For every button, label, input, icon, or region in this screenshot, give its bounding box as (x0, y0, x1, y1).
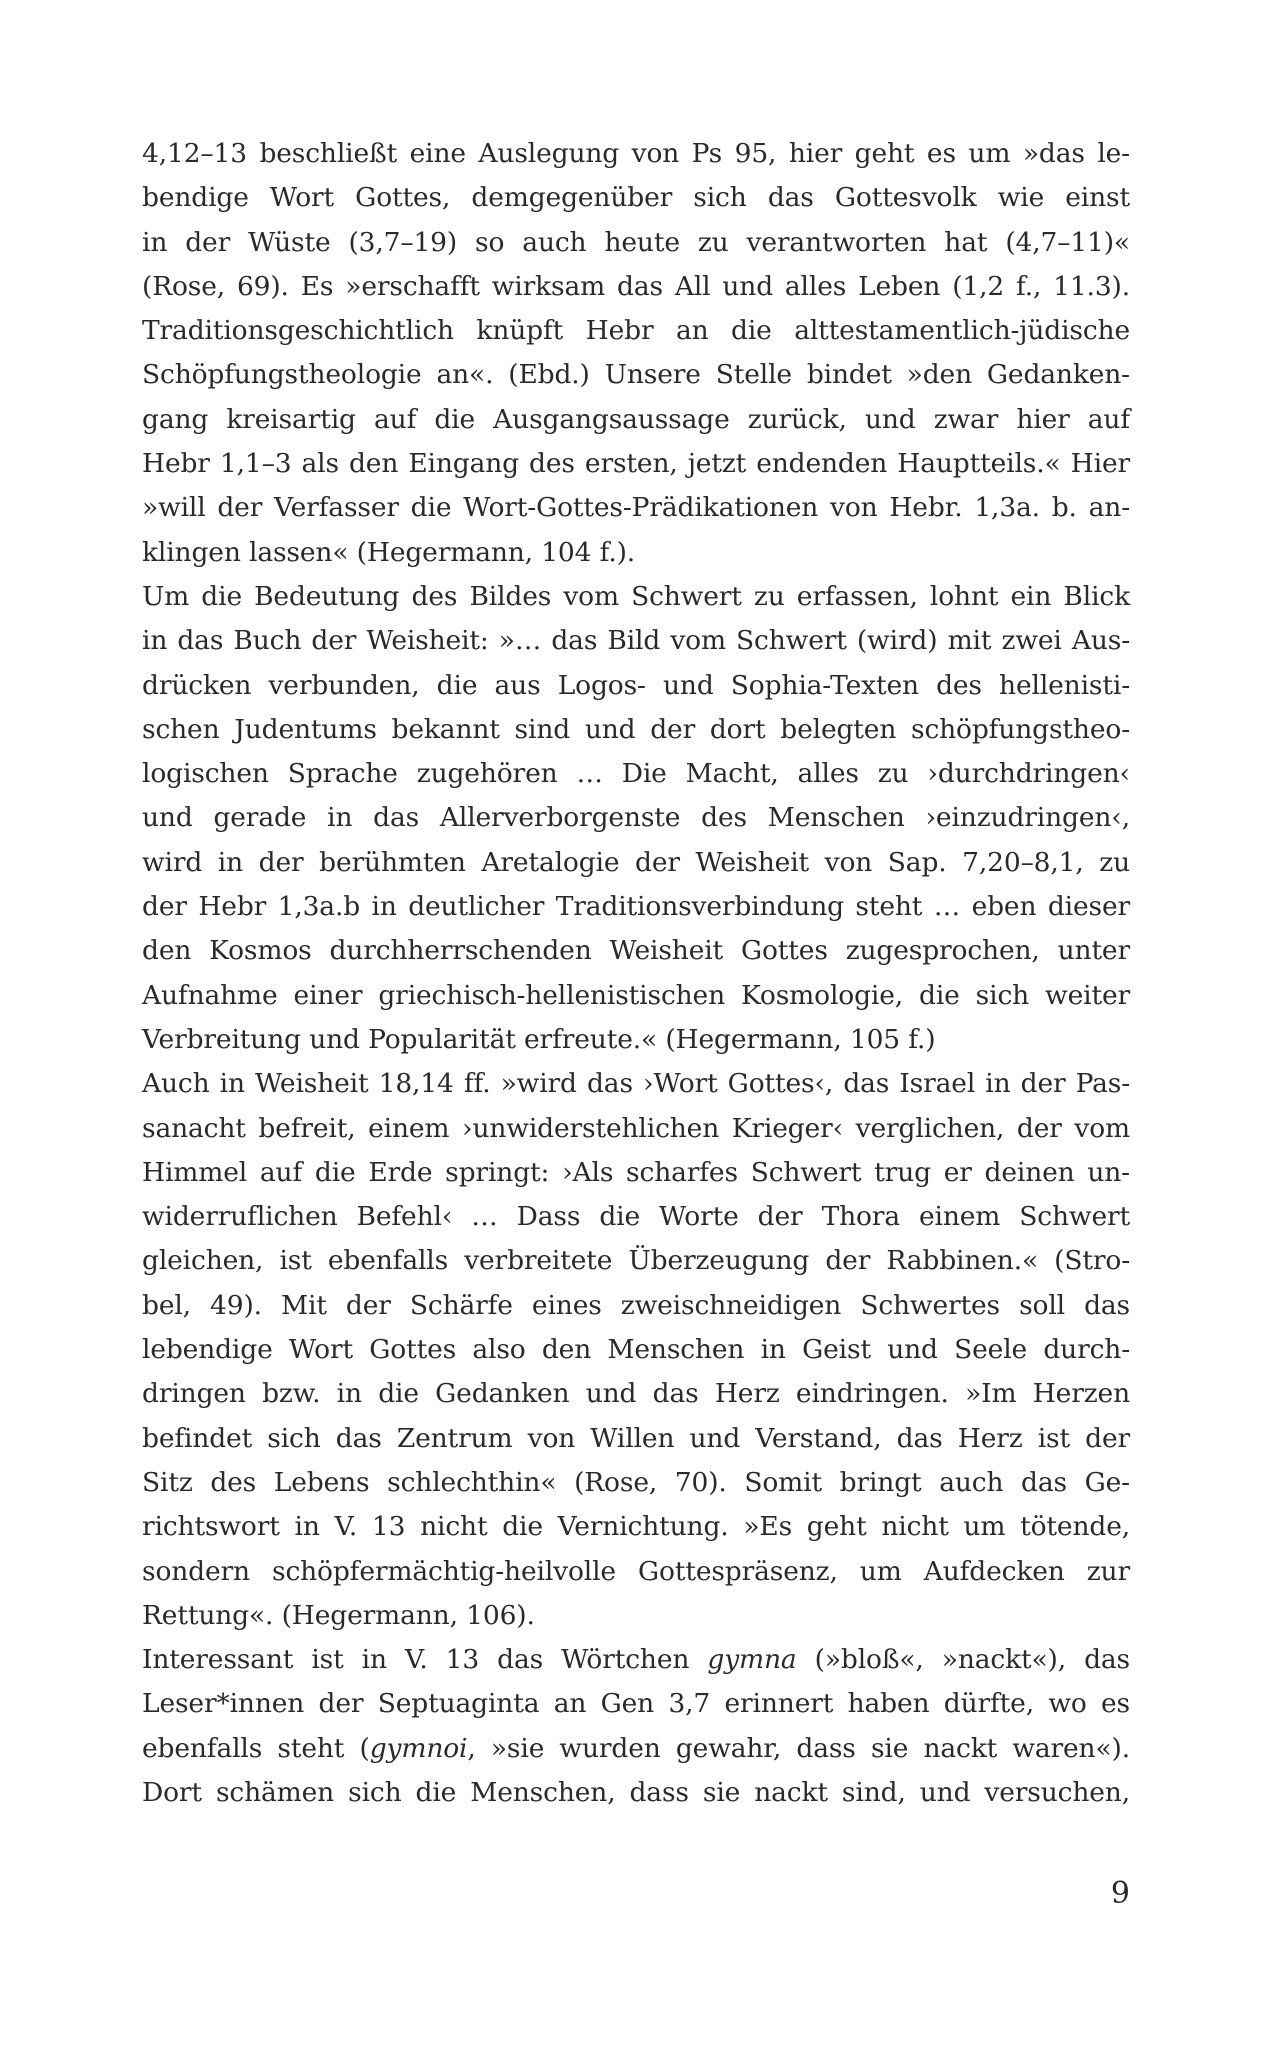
text-line: gleichen, ist ebenfalls verbreitete Überzeugung der Rabbinen.« (Stro- (142, 1245, 1130, 1277)
text-line: und gerade in das Allerverborgenste des Menschen ›einzudringen‹, (142, 802, 1130, 834)
text-line: bel, 49). Mit der Schärfe eines zweischneidigen Schwertes soll das (142, 1289, 1130, 1321)
text-line: befindet sich das Zentrum von Willen und Verstand, das Herz ist der (142, 1422, 1130, 1454)
text-line: Schöpfungstheologie an«. (Ebd.) Unsere Stelle bindet »den Gedanken- (142, 359, 1130, 391)
text-line: Sitz des Lebens schlechthin« (Rose, 70). Somit bringt auch das Ge- (142, 1466, 1130, 1498)
text-line: wird in der berühmten Aretalogie der Weisheit von Sap. 7,20–8,1, zu (142, 846, 1130, 878)
text-line: Himmel auf die Erde springt: ›Als scharfes Schwert trug er deinen un- (142, 1156, 1130, 1188)
body-text (142, 132, 1130, 1815)
text-line: Um die Bedeutung des Bildes vom Schwert zu erfassen, lohnt ein Blick (142, 580, 1130, 612)
text-line: drücken verbunden, die aus Logos- und Sophia-Texten des hellenisti- (142, 669, 1130, 701)
text-line: Dort schämen sich die Menschen, dass sie nackt sind, und versuchen, (142, 1776, 1130, 1808)
text-line: (Rose, 69). Es »erschafft wirksam das All und alles Leben (1,2 f., 11.3). (142, 270, 1130, 302)
text-line: widerruflichen Befehl‹ … Dass die Worte der Thora einem Schwert (142, 1201, 1130, 1233)
text-line: ebenfalls steht (gymnoi, »sie wurden gewahr, dass sie nackt waren«). (142, 1732, 1131, 1764)
text-line: logischen Sprache zugehören … Die Macht, alles zu ›durchdringen‹ (142, 758, 1130, 790)
text-line: Traditionsgeschichtlich knüpft Hebr an die alttestamentlich-jüdische (142, 315, 1130, 347)
page-number: 9 (1110, 1876, 1130, 1911)
text-line: Hebr 1,1–3 als den Eingang des ersten, jetzt endenden Hauptteils.« Hier (142, 448, 1130, 480)
text-line: sanacht befreit, einem ›unwiderstehlichen Krieger‹ verglichen, der vom (142, 1112, 1130, 1144)
text-line: 4,12–13 beschließt eine Auslegung von Ps 95, hier geht es um »das le- (142, 138, 1130, 169)
text-line: Leser*innen der Septuaginta an Gen 3,7 erinnert haben dürfte, wo es (142, 1688, 1130, 1720)
text-line: dringen bzw. in die Gedanken und das Herz eindringen. »Im Herzen (142, 1378, 1130, 1410)
text-line: »will der Verfasser die Wort-Gottes-Prädikationen von Hebr. 1,3a. b. an- (142, 492, 1130, 524)
text-line: Aufnahme einer griechisch-hellenistischen Kosmologie, die sich weiter (142, 979, 1130, 1011)
text-line: Rettung«. (Hegermann, 106). (142, 1599, 535, 1631)
text-line: schen Judentums bekannt sind und der dort belegten schöpfungstheo- (142, 713, 1130, 745)
text-line: bendige Wort Gottes, demgegenüber sich das Gottesvolk wie einst (142, 182, 1130, 214)
text-line: Verbreitung und Popularität erfreute.« (Hegermann, 105 f.) (142, 1023, 936, 1055)
text-line: klingen lassen« (Hegermann, 104 f.). (142, 536, 636, 568)
text-line: in der Wüste (3,7–19) so auch heute zu verantworten hat (4,7–11)« (142, 226, 1130, 258)
text-line: der Hebr 1,3a.b in deutlicher Traditionsverbindung steht … eben dieser (142, 891, 1130, 923)
text-line: den Kosmos durchherrschenden Weisheit Gottes zugesprochen, unter (142, 935, 1130, 967)
text-line: lebendige Wort Gottes also den Menschen in Geist und Seele durch- (142, 1334, 1130, 1366)
text-line: Auch in Weisheit 18,14 ff. »wird das ›Wort Gottes‹, das Israel in der Pas- (142, 1068, 1130, 1100)
text-line: richtswort in V. 13 nicht die Vernichtung. »Es geht nicht um tötende, (142, 1511, 1130, 1543)
text-line: Interessant ist in V. 13 das Wörtchen gymna (»bloß«, »nackt«), das (142, 1644, 1130, 1676)
text-line: gang kreisartig auf die Ausgangsaussage zurück, und zwar hier auf (142, 403, 1130, 435)
text-line: sondern schöpfermächtig-heilvolle Gottespräsenz, um Aufdecken zur (142, 1555, 1130, 1587)
text-line: in das Buch der Weisheit: »… das Bild vom Schwert (wird) mit zwei Aus- (142, 625, 1130, 657)
